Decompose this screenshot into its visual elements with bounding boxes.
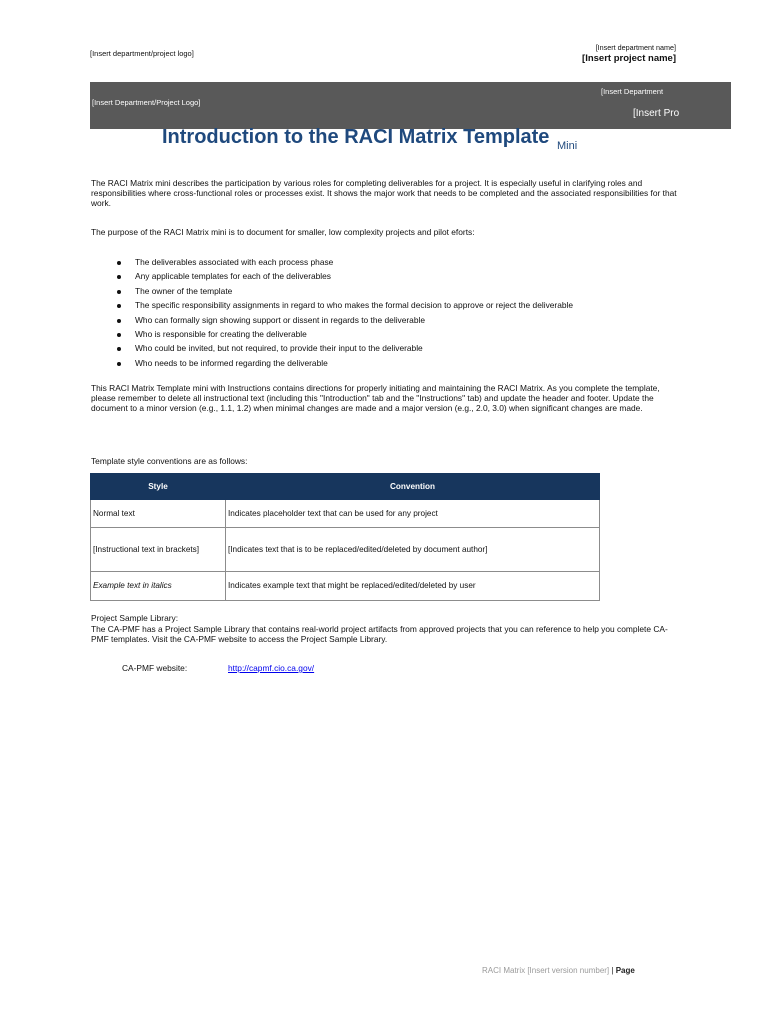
list-item: The specific responsibility assignments in regard to who makes the formal decision to approve or reject the deliverable <box>91 301 681 315</box>
table-header-convention: Convention <box>226 474 600 500</box>
page-title <box>162 126 577 150</box>
list-item: Who could be invited, but not required, to provide their input to the deliverable <box>91 344 681 358</box>
instructions-paragraph: This RACI Matrix Template mini with Instructions contains directions for properly initiating and maintaining the RACI Matrix. As you complete the template, please remember to delete all instructional text (including this "Introduction" tab and the "Instructions" tab) and update the header and footer. Update the document to a minor version (e.g., 1.1, 1.2) when minimal changes are made and a major version (e.g., 2.0, 3.0) when significant changes are made. <box>91 383 660 413</box>
table-header-style: Style <box>91 474 226 500</box>
list-item: The deliverables associated with each process phase <box>91 258 681 272</box>
website-link[interactable]: http://capmf.cio.ca.gov/ <box>228 663 315 673</box>
library-body: The CA-PMF has a Project Sample Library that contains real-world project artifacts from approved projects that you can reference to help you complete CA-PMF templates. Visit the CA-PMF website to access the Project Sample Library. <box>91 624 668 644</box>
table-cell-style: Normal text <box>91 500 226 528</box>
library-heading: Project Sample Library: <box>91 613 179 623</box>
table-cell-style: [Instructional text in brackets] <box>91 528 226 572</box>
intro-paragraph: The RACI Matrix mini describes the participation by various roles for completing deliverables for a project. It is especially useful in clarifying roles and responsibilities where cross-functional roles or processes exist. It shows the major work that needs to be completed and the associated responsibilities for that work. <box>91 178 677 208</box>
header-right-block <box>582 44 676 65</box>
table-header-row <box>91 474 600 500</box>
footer-page-label: Page <box>615 966 635 975</box>
list-item: Any applicable templates for each of the deliverables <box>91 272 681 286</box>
page-title-suffix: Mini <box>556 140 578 152</box>
footer-separator: | <box>611 966 614 975</box>
list-item: Who is responsible for creating the deliverable <box>91 330 681 344</box>
table-row <box>91 500 600 528</box>
header-department-name: [Insert department name] <box>595 43 676 52</box>
banner-department: [Insert Department <box>601 87 664 96</box>
banner <box>90 82 731 129</box>
table-cell-convention: [Indicates text that is to be replaced/edited/deleted by document author] <box>226 528 600 572</box>
website-label: CA-PMF website: <box>122 663 188 673</box>
header-logo-placeholder: [Insert department/project logo] <box>90 49 194 58</box>
list-item: Who needs to be informed regarding the deliverable <box>91 359 681 373</box>
purpose-list <box>91 258 681 373</box>
table-row <box>91 572 600 601</box>
banner-logo-placeholder: [Insert Department/Project Logo] <box>92 98 201 107</box>
style-conventions-table <box>90 473 600 601</box>
page-title-main: Introduction to the RACI Matrix Template <box>162 126 550 148</box>
footer <box>482 966 635 975</box>
banner-project: [Insert Pro <box>633 108 680 119</box>
list-item: Who can formally sign showing support or dissent in regards to the deliverable <box>91 316 681 330</box>
conventions-intro: Template style conventions are as follows: <box>91 456 248 466</box>
list-item: The owner of the template <box>91 287 681 301</box>
table-cell-style: Example text in italics <box>91 572 226 601</box>
purpose-paragraph: The purpose of the RACI Matrix mini is to document for smaller, low complexity projects and pilot eforts: <box>91 227 475 237</box>
table-cell-convention: Indicates example text that might be replaced/edited/deleted by user <box>226 572 600 601</box>
header-project-name: [Insert project name] <box>582 53 676 65</box>
footer-doc-version: RACI Matrix [Insert version number] <box>482 966 610 975</box>
table-cell-convention: Indicates placeholder text that can be used for any project <box>226 500 600 528</box>
table-row <box>91 528 600 572</box>
